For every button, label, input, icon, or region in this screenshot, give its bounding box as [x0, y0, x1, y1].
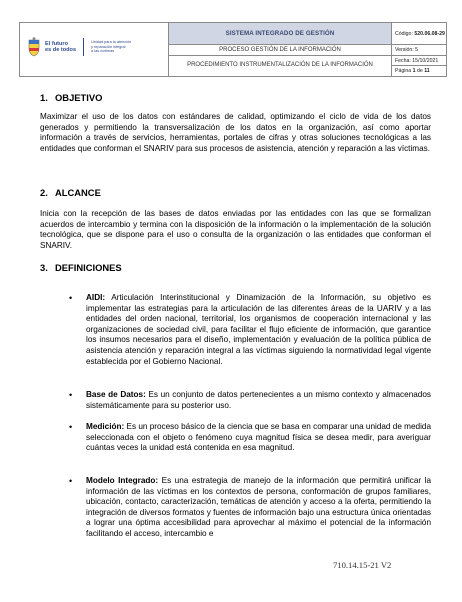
section-heading-definiciones: [40, 262, 122, 273]
definition-text: Es una estrategia de manejo de la información que permitirá unificar la información de las víctimas en los contextos de persona, conformación de grupos familiares, ubicación, contacto, caracterización, temáticas de atención y acceso a la oferta, permitiendo la integración de diversos formatos y fuentes de información bajo una estructura única orientadas a lograr una óptima accesibilidad para aprovechar al máximo el potencial de la información facilitando el acceso, intercambio e: [86, 476, 431, 538]
logo-line2: es de todos: [45, 47, 77, 53]
definitions-list: [69, 293, 431, 367]
definition-text: Es un conjunto de datos pertenecientes a un mismo contexto y almacenados sistemáticamente para su posterior uso.: [86, 390, 431, 410]
page-cell: [392, 66, 446, 76]
section-number: 3.: [40, 262, 48, 273]
code-value: 520.06.08-29: [414, 30, 445, 37]
section-title: OBJETIVO: [55, 92, 103, 103]
definition-term: Base de Datos:: [86, 390, 146, 399]
system-title: SISTEMA INTEGRADO DE GESTIÓN: [169, 23, 391, 45]
logo-tagline-3: a las víctimas: [91, 49, 115, 54]
logo-divider: [83, 38, 84, 56]
page-label: Página: [395, 68, 412, 74]
definitions-list: [69, 390, 431, 411]
definition-item: [69, 390, 431, 411]
definition-item: [69, 476, 431, 540]
section-number: 1.: [40, 92, 48, 103]
coat-of-arms-icon: [27, 37, 41, 57]
definition-term: Medición:: [86, 422, 125, 431]
bullet-icon: •: [69, 422, 73, 432]
government-logo: [27, 37, 131, 57]
procedure-name: PROCEDIMIENTO INSTRUMENTALIZACIÓN DE LA INFORMACIÓN: [187, 62, 373, 69]
document-header: [19, 22, 447, 77]
header-meta: [391, 23, 446, 76]
bullet-icon: •: [69, 390, 73, 400]
definition-item: [69, 422, 431, 454]
logo-line1: El futuro: [45, 40, 68, 47]
section-heading-objetivo: [40, 92, 102, 103]
page-number: 1: [412, 68, 416, 74]
definition-term: AIDI:: [86, 293, 106, 302]
form-code-footer: 710.14.15-21 V2: [333, 560, 392, 570]
definitions-list: [69, 476, 431, 540]
definition-item: [69, 293, 431, 367]
section-heading-alcance: [40, 187, 101, 198]
logo-tagline-1: Unidad para la atención: [91, 39, 132, 44]
definition-text: Es un proceso básico de la ciencia que se basa en comparar una unidad de medida seleccionada con el objeto o fenómeno cuya magnitud física se desea medir, para averiguar cuántas veces la unidad está contenida en esa magnitud.: [86, 422, 431, 453]
date-cell: Fecha: 15/10/2021: [392, 56, 446, 66]
section-title: DEFINICIONES: [55, 262, 122, 273]
logo-text: [45, 41, 76, 54]
page-total: 11: [424, 68, 430, 74]
alcance-text: Inicia con la recepción de las bases de datos enviadas por las entidades con las que se formalizan acuerdos de intercambio y termina con la disposición de la información o la implementación de la solución tecnológica, que se dispone para el uso o consulta de la organización o las entidades que conforman el SNARIV.: [40, 209, 431, 250]
logo-tagline: [91, 40, 131, 54]
logo-cell: [20, 23, 169, 76]
section-number: 2.: [40, 187, 48, 198]
version-cell: Versión: 5: [392, 45, 446, 56]
header-center: [169, 23, 391, 76]
objetivo-text: Maximizar el uso de los datos con estándares de calidad, optimizando el ciclo de vida de los datos generados y permitiendo la transversalización de los datos en la organización, así como aportar información a través de servicios, herramientas, portales de cifras y otras soluciones tecnológicas a las entidades que conforman el SNARIV para sus procesos de asistencia, atención y reparación a las víctimas.: [40, 112, 431, 153]
definitions-list: [69, 422, 431, 454]
definition-term: Modelo Integrado:: [86, 476, 159, 485]
code-cell: [392, 23, 446, 45]
code-label: Código:: [395, 30, 413, 37]
logo-tagline-2: y reparación integral: [91, 44, 126, 49]
page-of: de: [416, 68, 423, 74]
bullet-icon: •: [69, 476, 73, 486]
definition-text: Articulación Interinstitucional y Dinamización de la Información, su objetivo es implementar las estrategias para la articulación de las diferentes áreas de la UARIV y a las entidades del orden nacional, territorial, los organismos de cooperación internacional y las organizaciones de sociedad civil, para facilitar el flujo eficiente de información, que garantice los insumos necesarios para el diseño, implementación y evaluación de la política pública de asistencia atención y reparación integral a las víctimas siguiendo la normatividad legal vigente establecida por el Gobierno Nacional.: [86, 293, 431, 366]
bullet-icon: •: [69, 293, 73, 303]
section-title: ALCANCE: [55, 187, 101, 198]
process-name: PROCESO GESTIÓN DE LA INFORMACIÓN: [169, 45, 391, 56]
